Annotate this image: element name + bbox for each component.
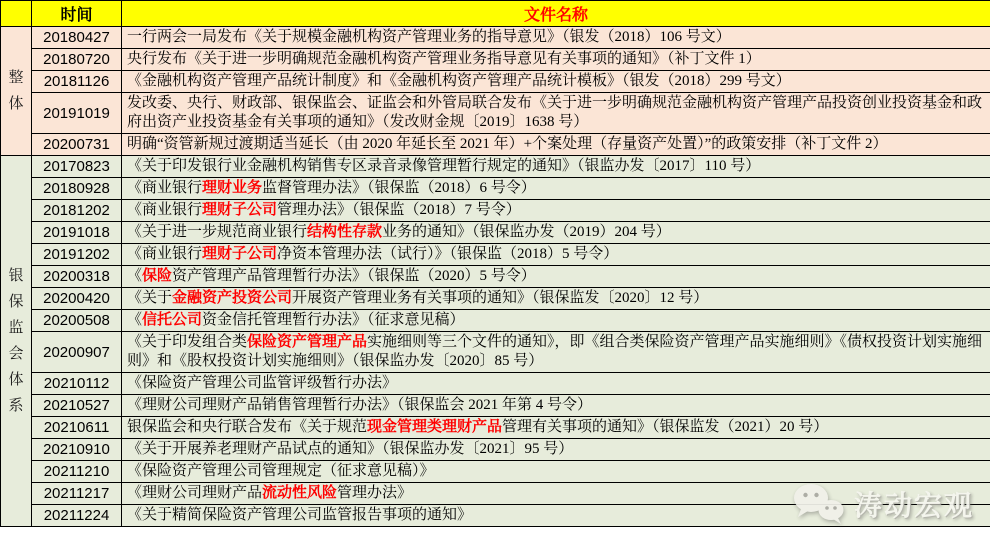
doc-name-cell: 《金融机构资产管理产品统计制度》和《金融机构资产管理产品统计模板》（银发（2018）299 号文）	[122, 71, 990, 93]
table-row	[1, 439, 990, 461]
watermark-text: 涛动宏观	[853, 491, 974, 522]
table-row	[1, 417, 990, 439]
table-row	[1, 288, 990, 310]
date-cell: 20211217	[32, 483, 122, 505]
table-row	[1, 244, 990, 266]
table-row	[1, 49, 990, 71]
date-cell: 20180928	[32, 178, 122, 200]
table-row	[1, 310, 990, 332]
doc-name-cell: 《保险资产管理产品管理暂行办法》（银保监（2020）5 号令）	[122, 266, 990, 288]
header-corner-cell	[1, 1, 32, 27]
table-body	[1, 27, 990, 527]
table-row	[1, 373, 990, 395]
table-header	[1, 1, 990, 27]
doc-name-cell: 《信托公司资金信托管理暂行办法》（征求意见稿）	[122, 310, 990, 332]
date-cell: 20210910	[32, 439, 122, 461]
table-row	[1, 222, 990, 244]
doc-name-cell: 《关于印发银行业金融机构销售专区录音录像管理暂行规定的通知》（银监办发〔2017〕110 号）	[122, 156, 990, 178]
highlighted-text: 现金管理类理财产品	[367, 419, 503, 435]
date-cell: 20180720	[32, 49, 122, 71]
date-cell: 20200508	[32, 310, 122, 332]
table-row	[1, 156, 990, 178]
date-cell: 20200420	[32, 288, 122, 310]
table-row	[1, 200, 990, 222]
doc-name-cell: 发改委、央行、财政部、银保监会、证监会和外管局联合发布《关于进一步明确规范金融机构资产管理产品投资创业投资基金和政府出资产业投资基金有关事项的通知》（发改财金规〔2019〕1638 号）	[122, 93, 990, 134]
doc-name-cell: 一行两会一局发布《关于规模金融机构资产管理业务的指导意见》（银发（2018）106 号文）	[122, 27, 990, 49]
highlighted-text: 保险资产管理产品	[247, 334, 368, 350]
highlighted-text: 保险	[142, 268, 173, 284]
highlighted-text: 理财子公司	[202, 202, 278, 218]
highlighted-text: 金融资产投资公司	[172, 290, 293, 306]
date-cell: 20191202	[32, 244, 122, 266]
highlighted-text: 理财业务	[202, 180, 263, 196]
header-row	[1, 1, 990, 27]
table-row	[1, 27, 990, 49]
date-cell: 20210611	[32, 417, 122, 439]
doc-name-cell: 明确“资管新规过渡期适当延长（由 2020 年延长至 2021 年）+个案处理（存量资产处置）”的政策安排（补丁文件 2）	[122, 134, 990, 156]
doc-name-cell: 《关于印发组合类保险资产管理产品实施细则等三个文件的通知》，即《组合类保险资产管理产品实施细则》《债权投资计划实施细则》和《股权投资计划实施细则》（银保监办发〔2020〕85 号）	[122, 332, 990, 373]
table-row	[1, 93, 990, 134]
doc-name-cell: 《关于精简保险资产管理公司监管报告事项的通知》	[122, 505, 990, 527]
doc-name-cell: 《关于金融资产投资公司开展资产管理业务有关事项的通知》（银保监发〔2020〕12 号）	[122, 288, 990, 310]
category-cell-cbirc: 银 保 监 会 体 系	[1, 156, 32, 527]
date-cell: 20181202	[32, 200, 122, 222]
doc-name-cell: 《商业银行理财子公司净资本管理办法（试行）》（银保监（2018）5 号令）	[122, 244, 990, 266]
date-cell: 20211210	[32, 461, 122, 483]
table-row	[1, 395, 990, 417]
doc-name-cell: 《保险资产管理公司监管评级暂行办法》	[122, 373, 990, 395]
doc-name-cell: 《关于进一步规范商业银行结构性存款业务的通知》（银保监办发（2019）204 号）	[122, 222, 990, 244]
table-row	[1, 483, 990, 505]
date-cell: 20191019	[32, 93, 122, 134]
doc-name-cell: 《理财公司理财产品销售管理暂行办法》（银保监会 2021 年第 4 号令）	[122, 395, 990, 417]
table-row	[1, 178, 990, 200]
date-cell: 20170823	[32, 156, 122, 178]
doc-name-cell: 《商业银行理财子公司管理办法》（银保监（2018）7 号令）	[122, 200, 990, 222]
doc-name-cell: 《关于开展养老理财产品试点的通知》（银保监办发〔2021〕95 号）	[122, 439, 990, 461]
date-cell: 20191018	[32, 222, 122, 244]
table-row	[1, 266, 990, 288]
category-cell-overall: 整 体	[1, 27, 32, 156]
table-row	[1, 332, 990, 373]
date-cell: 20181126	[32, 71, 122, 93]
doc-name-cell: 银保监会和央行联合发布《关于规范现金管理类理财产品管理有关事项的通知》（银保监发（2021）20 号）	[122, 417, 990, 439]
date-cell: 20180427	[32, 27, 122, 49]
date-cell: 20200318	[32, 266, 122, 288]
date-cell: 20211224	[32, 505, 122, 527]
doc-name-cell: 央行发布《关于进一步明确规范金融机构资产管理业务指导意见有关事项的通知》（补丁文件 1）	[122, 49, 990, 71]
highlighted-text: 信托公司	[142, 312, 203, 328]
table-row	[1, 505, 990, 527]
doc-name-cell: 《商业银行理财业务监督管理办法》（银保监（2018）6 号令）	[122, 178, 990, 200]
table-row	[1, 134, 990, 156]
highlighted-text: 流动性风险	[262, 485, 338, 501]
header-time-cell: 时间	[32, 1, 122, 27]
header-name-cell: 文件名称	[122, 1, 990, 27]
date-cell: 20200731	[32, 134, 122, 156]
table-row	[1, 71, 990, 93]
highlighted-text: 结构性存款	[307, 224, 383, 240]
date-cell: 20210527	[32, 395, 122, 417]
doc-name-cell: 《理财公司理财产品流动性风险管理办法》	[122, 483, 990, 505]
table-row	[1, 461, 990, 483]
highlighted-text: 理财子公司	[202, 246, 278, 262]
date-cell: 20210112	[32, 373, 122, 395]
date-cell: 20200907	[32, 332, 122, 373]
doc-name-cell: 《保险资产管理公司管理规定（征求意见稿）》	[122, 461, 990, 483]
